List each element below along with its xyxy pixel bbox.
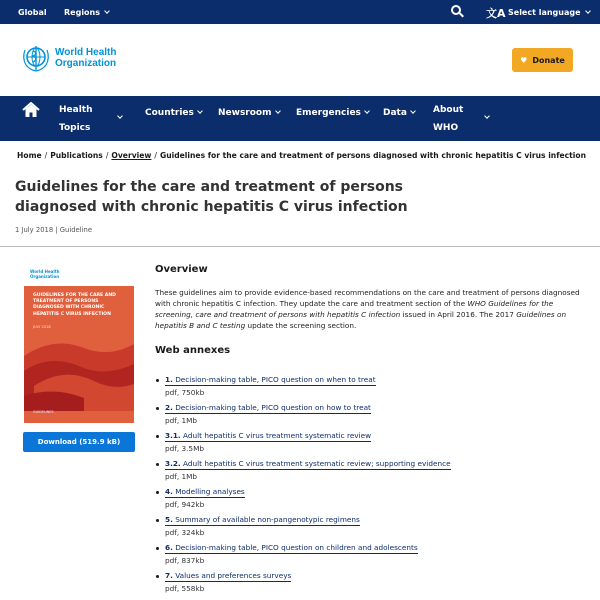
chevron-down-icon (585, 8, 591, 14)
annex-label: Decision-making table, PICO question on how to treat (175, 403, 371, 412)
annex-number: 3.1. (165, 431, 181, 440)
nav-emergencies[interactable] (296, 104, 369, 122)
annex-file-info: pdf, 1Mb (165, 416, 198, 425)
annex-number: 7. (165, 571, 173, 580)
publication-cover[interactable] (24, 264, 134, 423)
bullet (156, 519, 159, 522)
annex-label: Modelling analyses (175, 487, 245, 496)
nav-about-line-1: About (433, 105, 464, 115)
list-item (156, 543, 586, 571)
list-item (156, 431, 586, 459)
annex-label: Adult hepatitis C virus treatment systematic review (183, 431, 372, 440)
bullet (156, 547, 159, 550)
annex-number: 6. (165, 543, 173, 552)
chevron-down-icon (364, 108, 370, 114)
nav-countries[interactable] (145, 104, 202, 122)
overview-text-part: issued in April 2016. The 2017 (400, 310, 517, 319)
bullet (156, 463, 159, 466)
list-item (156, 487, 586, 515)
chevron-down-icon (410, 108, 416, 114)
regions-label: Regions (64, 8, 101, 17)
donate-button[interactable] (512, 48, 573, 72)
site-header (0, 24, 600, 96)
who-emblem-icon (20, 42, 52, 74)
nav-health-topics[interactable] (59, 101, 93, 137)
chevron-down-icon (104, 8, 110, 14)
breadcrumb-home[interactable]: Home (17, 151, 42, 160)
chevron-down-icon (117, 113, 123, 119)
annex-link[interactable] (165, 403, 371, 414)
logo-line-1: World Health (55, 47, 117, 58)
annex-link[interactable] (165, 487, 245, 498)
breadcrumb-separator: / (44, 151, 48, 160)
cover-liver-graphic (24, 336, 134, 411)
language-label: Select language (508, 8, 581, 17)
translate-icon: 文A (486, 7, 506, 20)
breadcrumb (17, 151, 586, 160)
overview-text (155, 287, 585, 331)
overview-emphasis: WHO Guidelines for the screening, care and treatment of persons with hepatitis C infection (155, 299, 554, 319)
logo-text (55, 47, 116, 69)
list-item (156, 571, 586, 599)
nav-countries-label: Countries (145, 108, 194, 118)
annex-number: 5. (165, 515, 173, 524)
annex-label: Values and preferences surveys (175, 571, 292, 580)
annex-link[interactable] (165, 459, 451, 470)
list-item (156, 515, 586, 543)
annex-file-info: pdf, 558kb (165, 584, 205, 593)
regions-dropdown[interactable] (64, 8, 109, 17)
search-icon[interactable] (451, 5, 464, 18)
bullet (156, 407, 159, 410)
heart-icon: ♥ (520, 55, 528, 65)
nav-about-who[interactable] (433, 101, 463, 137)
annex-link[interactable] (165, 571, 291, 582)
nav-newsroom-label: Newsroom (218, 108, 272, 118)
language-selector[interactable] (508, 8, 590, 17)
donate-label: Donate (532, 55, 565, 65)
breadcrumb-separator: / (154, 151, 157, 160)
annex-link[interactable] (165, 431, 371, 442)
bullet (156, 379, 159, 382)
overview-emphasis: Guidelines on hepatitis B and C testing (155, 310, 567, 330)
utility-bar (0, 0, 600, 24)
nav-data-label: Data (383, 108, 407, 118)
nav-about-line-2: WHO (433, 123, 459, 133)
cover-logo-line-2: Organization (30, 273, 60, 279)
annex-label: Decision-making table, PICO question on when to treat (175, 375, 376, 384)
cover-title: GUIDELINES FOR THE CARE AND TREATMENT OF PERSONS DIAGNOSED WITH CHRONIC HEPATITIS C VIRUS INFECTION (33, 293, 116, 317)
annex-number: 3.2. (165, 459, 181, 468)
cover-footer: GUIDELINES (33, 410, 54, 414)
annex-number: 2. (165, 403, 173, 412)
divider (0, 246, 600, 247)
bullet (156, 491, 159, 494)
nav-newsroom[interactable] (218, 104, 280, 122)
bullet (156, 435, 159, 438)
nav-data[interactable] (383, 104, 415, 122)
annex-label: Adult hepatitis C virus treatment systematic review; supporting evidence (183, 459, 451, 468)
annex-file-info: pdf, 324kb (165, 528, 205, 537)
main-nav (0, 96, 600, 141)
annex-number: 1. (165, 375, 173, 384)
nav-health-topics-line-1: Health (59, 105, 93, 115)
home-icon[interactable] (22, 102, 40, 118)
annex-list (156, 375, 586, 599)
publication-meta: 1 July 2018 | Guideline (15, 226, 93, 234)
breadcrumb-publications[interactable]: Publications (50, 151, 103, 160)
page-title: Guidelines for the care and treatment of persons diagnosed with chronic hepatitis C virus infection (15, 179, 408, 215)
chevron-down-icon (197, 108, 203, 114)
chevron-down-icon (275, 108, 281, 114)
annex-file-info: pdf, 942kb (165, 500, 205, 509)
annex-link[interactable] (165, 375, 376, 386)
annex-number: 4. (165, 487, 173, 496)
web-annexes-heading: Web annexes (155, 345, 231, 356)
annex-label: Summary of available non-pangenotypic regimens (175, 515, 360, 524)
breadcrumb-separator: / (105, 151, 109, 160)
cover-logo-line-1: World Health (30, 269, 60, 274)
annex-label: Decision-making table, PICO question on children and adolescents (175, 543, 418, 552)
annex-file-info: pdf, 750kb (165, 388, 205, 397)
global-link[interactable]: Global (18, 8, 47, 17)
overview-text-part: These guidelines aim to provide evidence-based recommendations on the care and treatment of persons diagnosed with chronic hepatitis C infection. They update the care and treatment section of the (155, 288, 580, 308)
nav-health-topics-line-2: Topics (59, 123, 91, 133)
overview-text-part: update the screening section. (245, 321, 357, 330)
cover-date: JULY 2018 (33, 325, 51, 329)
annex-file-info: pdf, 837kb (165, 556, 205, 565)
annex-link[interactable] (165, 515, 360, 526)
list-item (156, 403, 586, 431)
list-item (156, 459, 586, 487)
download-button[interactable]: Download (519.9 kB) (23, 432, 135, 452)
logo-line-2: Organization (55, 58, 117, 69)
list-item (156, 375, 586, 403)
who-logo[interactable] (20, 42, 120, 76)
nav-emergencies-label: Emergencies (296, 108, 361, 118)
annex-file-info: pdf, 3.5Mb (165, 444, 205, 453)
breadcrumb-overview[interactable]: Overview (111, 151, 152, 160)
overview-heading: Overview (155, 264, 208, 275)
chevron-down-icon (484, 113, 490, 119)
annex-file-info: pdf, 1Mb (165, 472, 198, 481)
cover-logo (30, 270, 60, 279)
annex-link[interactable] (165, 543, 418, 554)
bullet (156, 575, 159, 578)
breadcrumb-current: Guidelines for the care and treatment of persons diagnosed with chronic hepatitis C virus infection (159, 151, 587, 160)
